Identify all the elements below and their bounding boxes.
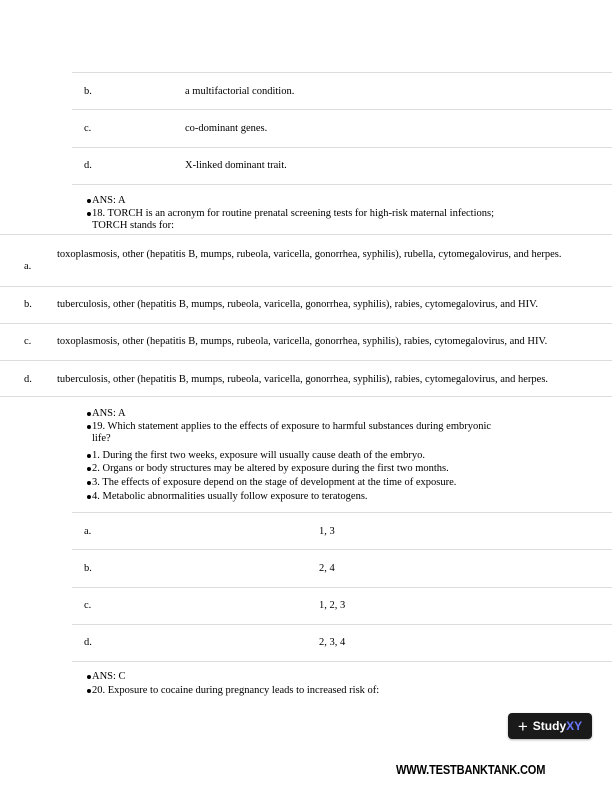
question-text: 18. TORCH is an acronym for routine prenatal screening tests for high-risk maternal infections; TORCH stands for: [92, 208, 512, 232]
statement-item: 4. Metabolic abnormalities usually follow exposure to teratogens. [92, 491, 512, 503]
option-text: X-linked dominant trait. [185, 160, 287, 171]
table-rule [72, 72, 612, 73]
statement-item: 2. Organs or body structures may be altered by exposure during the first two months. [92, 463, 512, 475]
table-rule [72, 184, 612, 185]
table-rule [72, 624, 612, 625]
option-letter: d. [24, 374, 32, 385]
option-text: a multifactorial condition. [185, 86, 295, 97]
question-text: 19. Which statement applies to the effects of exposure to harmful substances during embryonic life? [92, 421, 512, 445]
option-text: tuberculosis, other (hepatitis B, mumps, rubeola, varicella, gonorrhea, syphilis), rabies, cytomegalovirus, and herpes. [57, 374, 549, 385]
table-rule [0, 323, 612, 324]
answer-line: ANS: A [92, 408, 512, 420]
option-letter: c. [84, 123, 92, 134]
option-letter: c. [84, 600, 92, 611]
option-letter: b. [84, 563, 92, 574]
option-letter: d. [84, 160, 92, 171]
table-rule [0, 234, 612, 235]
question-text: 20. Exposure to cocaine during pregnancy leads to increased risk of: [92, 685, 512, 697]
brand-name: Study [532, 719, 567, 733]
table-rule [0, 396, 612, 397]
option-text: 1, 3 [319, 526, 335, 537]
option-text: 2, 4 [319, 563, 335, 574]
option-letter: d. [84, 637, 92, 648]
footer-url: WWW.TESTBANKTANK.COM [396, 762, 546, 777]
studyxy-logo[interactable] [508, 713, 592, 739]
table-rule [72, 587, 612, 588]
answer-line: ANS: A [92, 195, 512, 207]
option-text: toxoplasmosis, other (hepatitis B, mumps, rubeola, varicella, gonorrhea, syphilis), rubella, cytomegalovirus, and herpes. [57, 249, 562, 260]
option-text: tuberculosis, other (hepatitis B, mumps, rubeola, varicella, gonorrhea, syphilis), rabies, cytomegalovirus, and HIV. [57, 299, 538, 310]
statement-item: 1. During the first two weeks, exposure will usually cause death of the embryo. [92, 450, 512, 462]
option-text: 1, 2, 3 [319, 600, 346, 611]
table-rule [0, 286, 612, 287]
option-letter: c. [24, 336, 32, 347]
brand-accent: XY [566, 719, 583, 733]
plus-icon: + [517, 716, 528, 736]
option-text: co-dominant genes. [185, 123, 268, 134]
table-rule [72, 661, 612, 662]
table-rule [72, 147, 612, 148]
option-letter: a. [24, 261, 32, 272]
option-letter: a. [84, 526, 92, 537]
table-rule [0, 360, 612, 361]
statement-item: 3. The effects of exposure depend on the stage of development at the time of exposure. [92, 477, 512, 489]
answer-line: ANS: C [92, 671, 512, 683]
table-rule [72, 549, 612, 550]
table-rule [72, 109, 612, 110]
option-letter: b. [24, 299, 32, 310]
option-text: 2, 3, 4 [319, 637, 346, 648]
table-rule [72, 512, 612, 513]
option-letter: b. [84, 86, 92, 97]
option-text: toxoplasmosis, other (hepatitis B, mumps, rubeola, varicella, gonorrhea, syphilis), rabies, cytomegalovirus, and HIV. [57, 336, 548, 347]
